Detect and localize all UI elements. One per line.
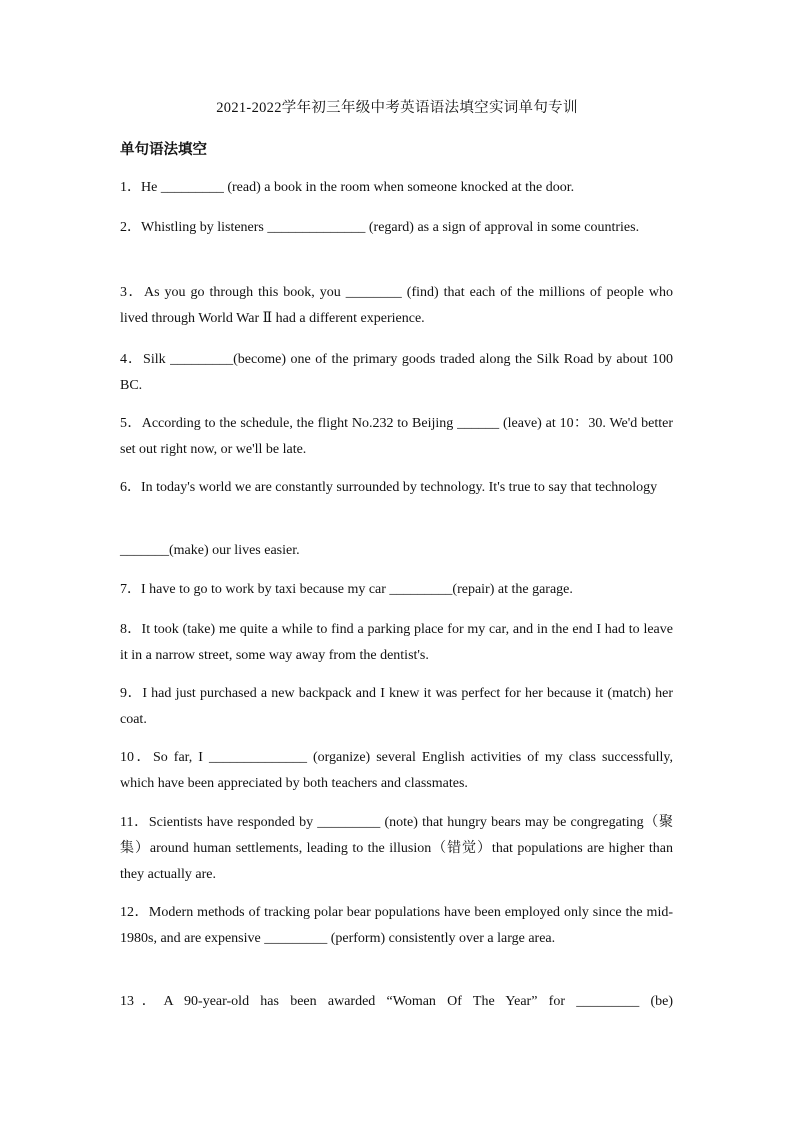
question-5: 5．According to the schedule, the flight No.232 to Beijing ______ (leave) at 10：30. We'd better set out right now, or we'll be late. <box>120 416 673 457</box>
question-2: 2．Whistling by listeners ______________ (regard) as a sign of approval in some countries. <box>120 220 640 235</box>
question-3: 3．As you go through this book, you ________ (find) that each of the millions of people who lived through World War Ⅱ had a different experience. <box>120 285 673 326</box>
question-11: 11．Scientists have responded by _________ (note) that hungry bears may be congregating（聚集）around human settlements, leading to the illusion（错觉）that populations are higher than they actually are. <box>120 815 673 882</box>
question-1: 1．He _________ (read) a book in the room when someone knocked at the door. <box>120 180 575 195</box>
section-heading: 单句语法填空 <box>120 142 207 158</box>
question-7: 7．I have to go to work by taxi because my car _________(repair) at the garage. <box>120 582 573 597</box>
question-9: 9．I had just purchased a new backpack and I knew it was perfect for her because it (match) her coat. <box>120 686 673 727</box>
question-10: 10．So far, I ______________ (organize) several English activities of my class successfully, which have been appreciated by both teachers and classmates. <box>120 750 673 791</box>
question-13: 13．A 90-year-old has been awarded “Woman Of The Year” for _________ (be) <box>120 994 673 1009</box>
question-6-continuation: _______(make) our lives easier. <box>120 543 300 558</box>
question-6: 6．In today's world we are constantly surrounded by technology. It's true to say that technology <box>120 480 658 495</box>
question-8: 8．It took (take) me quite a while to find a parking place for my car, and in the end I had to leave it in a narrow street, some way away from the dentist's. <box>120 622 673 663</box>
question-4: 4．Silk _________(become) one of the primary goods traded along the Silk Road by about 100 BC. <box>120 352 673 393</box>
question-12: 12．Modern methods of tracking polar bear populations have been employed only since the mid-1980s, and are expensive _________ (perform) consistently over a large area. <box>120 905 673 946</box>
document-title: 2021-2022学年初三年级中考英语语法填空实词单句专训 <box>216 100 578 116</box>
